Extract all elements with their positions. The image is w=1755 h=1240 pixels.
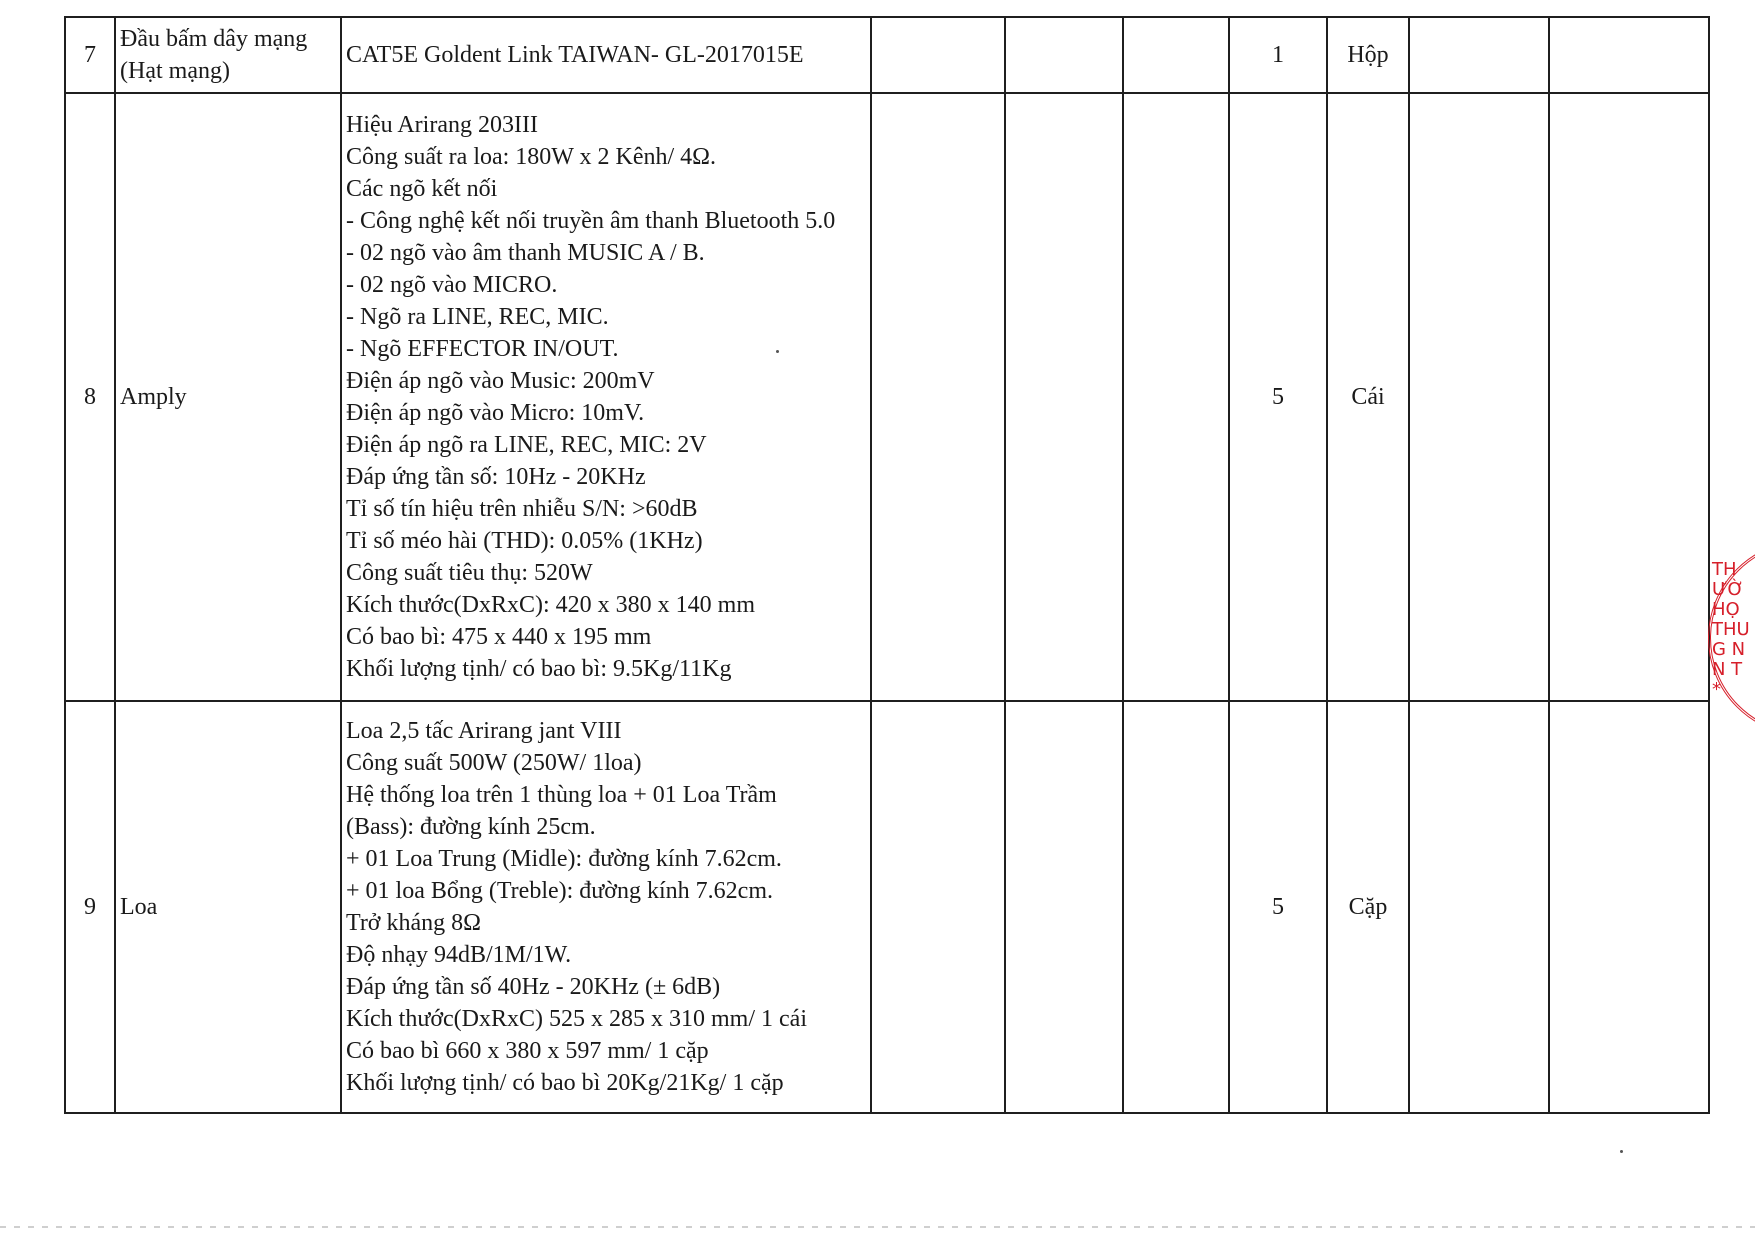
official-seal-stamp xyxy=(1700,540,1755,740)
spec-line: Khối lượng tịnh/ có bao bì: 9.5Kg/11Kg xyxy=(346,656,732,682)
empty-cell xyxy=(1123,701,1229,1113)
seal-text-line: HỌ xyxy=(1712,599,1740,620)
spec-line: Khối lượng tịnh/ có bao bì 20Kg/21Kg/ 1 cặp xyxy=(346,1070,784,1096)
item-name xyxy=(115,93,341,701)
empty-cell xyxy=(1123,93,1229,701)
empty-cell xyxy=(1005,701,1123,1113)
item-spec xyxy=(341,701,871,1113)
spec-line: - Công nghệ kết nối truyền âm thanh Bluetooth 5.0 xyxy=(346,208,836,234)
empty-cell xyxy=(1409,93,1549,701)
spec-line: Công suất tiêu thụ: 520W xyxy=(346,560,593,586)
table-row-8 xyxy=(65,93,1709,701)
empty-cell xyxy=(1549,17,1709,93)
empty-cell xyxy=(1549,701,1709,1113)
spec-line: Kích thước(DxRxC): 420 x 380 x 140 mm xyxy=(346,592,756,618)
seal-text-line: ƯỜ xyxy=(1712,579,1744,600)
spec-line: + 01 loa Bổng (Treble): đường kính 7.62cm. xyxy=(346,878,773,904)
empty-cell xyxy=(1549,93,1709,701)
spec-line: Đáp ứng tần số: 10Hz - 20KHz xyxy=(346,464,646,490)
spec-line: Có bao bì 660 x 380 x 597 mm/ 1 cặp xyxy=(346,1038,709,1064)
item-name xyxy=(115,701,341,1113)
empty-cell xyxy=(1409,17,1549,93)
spec-line: Điện áp ngõ vào Music: 200mV xyxy=(346,368,655,394)
spec-line: Điện áp ngõ ra LINE, REC, MIC: 2V xyxy=(346,432,707,458)
item-name-line: Đầu bấm dây mạng xyxy=(120,26,308,52)
empty-cell xyxy=(1005,17,1123,93)
row-number: 9 xyxy=(65,701,115,1113)
spec-line: (Bass): đường kính 25cm. xyxy=(346,814,596,840)
spec-line: CAT5E Goldent Link TAIWAN- GL-2017015E xyxy=(346,42,804,68)
empty-cell xyxy=(871,701,1005,1113)
scan-artifact-line xyxy=(0,1226,1755,1228)
scan-speck xyxy=(776,350,779,353)
row-number: 8 xyxy=(65,93,115,701)
item-spec xyxy=(341,93,871,701)
empty-cell xyxy=(1409,701,1549,1113)
spec-line: Điện áp ngõ vào Micro: 10mV. xyxy=(346,400,645,426)
empty-cell xyxy=(871,17,1005,93)
seal-text-line: G N xyxy=(1712,639,1746,660)
seal-text xyxy=(1712,560,1750,700)
seal-text-line: * xyxy=(1712,679,1721,700)
empty-cell xyxy=(1005,93,1123,701)
spec-line: Có bao bì: 475 x 440 x 195 mm xyxy=(346,624,652,650)
spec-line: Trở kháng 8Ω xyxy=(346,910,481,936)
spec-line: Loa 2,5 tấc Arirang jant VIII xyxy=(346,718,622,744)
spec-line: Độ nhạy 94dB/1M/1W. xyxy=(346,942,572,968)
spec-line: Hệ thống loa trên 1 thùng loa + 01 Loa Trầm xyxy=(346,782,777,808)
seal-text-line: N T xyxy=(1712,659,1743,680)
equipment-table xyxy=(64,16,1710,1114)
item-name-line: Loa xyxy=(120,894,158,920)
item-unit: Cái xyxy=(1327,93,1409,701)
item-quantity: 5 xyxy=(1229,93,1327,701)
item-unit: Cặp xyxy=(1327,701,1409,1113)
spec-line: - Ngõ ra LINE, REC, MIC. xyxy=(346,304,609,330)
empty-cell xyxy=(1123,17,1229,93)
spec-line: Công suất 500W (250W/ 1loa) xyxy=(346,750,642,776)
item-name xyxy=(115,17,341,93)
spec-line: Kích thước(DxRxC) 525 x 285 x 310 mm/ 1 cái xyxy=(346,1006,807,1032)
spec-line: Tỉ số méo hài (THD): 0.05% (1KHz) xyxy=(346,528,703,554)
spec-line: Công suất ra loa: 180W x 2 Kênh/ 4Ω. xyxy=(346,144,717,170)
spec-line: Tỉ số tín hiệu trên nhiễu S/N: >60dB xyxy=(346,496,698,522)
row-number: 7 xyxy=(65,17,115,93)
spec-line: Các ngõ kết nối xyxy=(346,176,498,202)
item-name-line: Amply xyxy=(120,384,187,410)
table-row-9 xyxy=(65,701,1709,1113)
item-quantity: 5 xyxy=(1229,701,1327,1113)
table-row-7 xyxy=(65,17,1709,93)
spec-line: - 02 ngõ vào MICRO. xyxy=(346,272,558,298)
spec-line: Hiệu Arirang 203III xyxy=(346,112,538,138)
spec-line: + 01 Loa Trung (Midle): đường kính 7.62cm. xyxy=(346,846,782,872)
spec-line: - Ngõ EFFECTOR IN/OUT. xyxy=(346,336,619,362)
item-name-line: (Hạt mạng) xyxy=(120,58,230,84)
item-spec xyxy=(341,17,871,93)
spec-line: - 02 ngõ vào âm thanh MUSIC A / B. xyxy=(346,240,705,266)
spec-line: Đáp ứng tần số 40Hz - 20KHz (± 6dB) xyxy=(346,974,721,1000)
item-unit: Hộp xyxy=(1327,17,1409,93)
empty-cell xyxy=(871,93,1005,701)
seal-text-line: THU xyxy=(1712,619,1750,640)
item-quantity: 1 xyxy=(1229,17,1327,93)
scan-speck xyxy=(1620,1150,1623,1153)
seal-text-line: TH xyxy=(1712,559,1737,580)
